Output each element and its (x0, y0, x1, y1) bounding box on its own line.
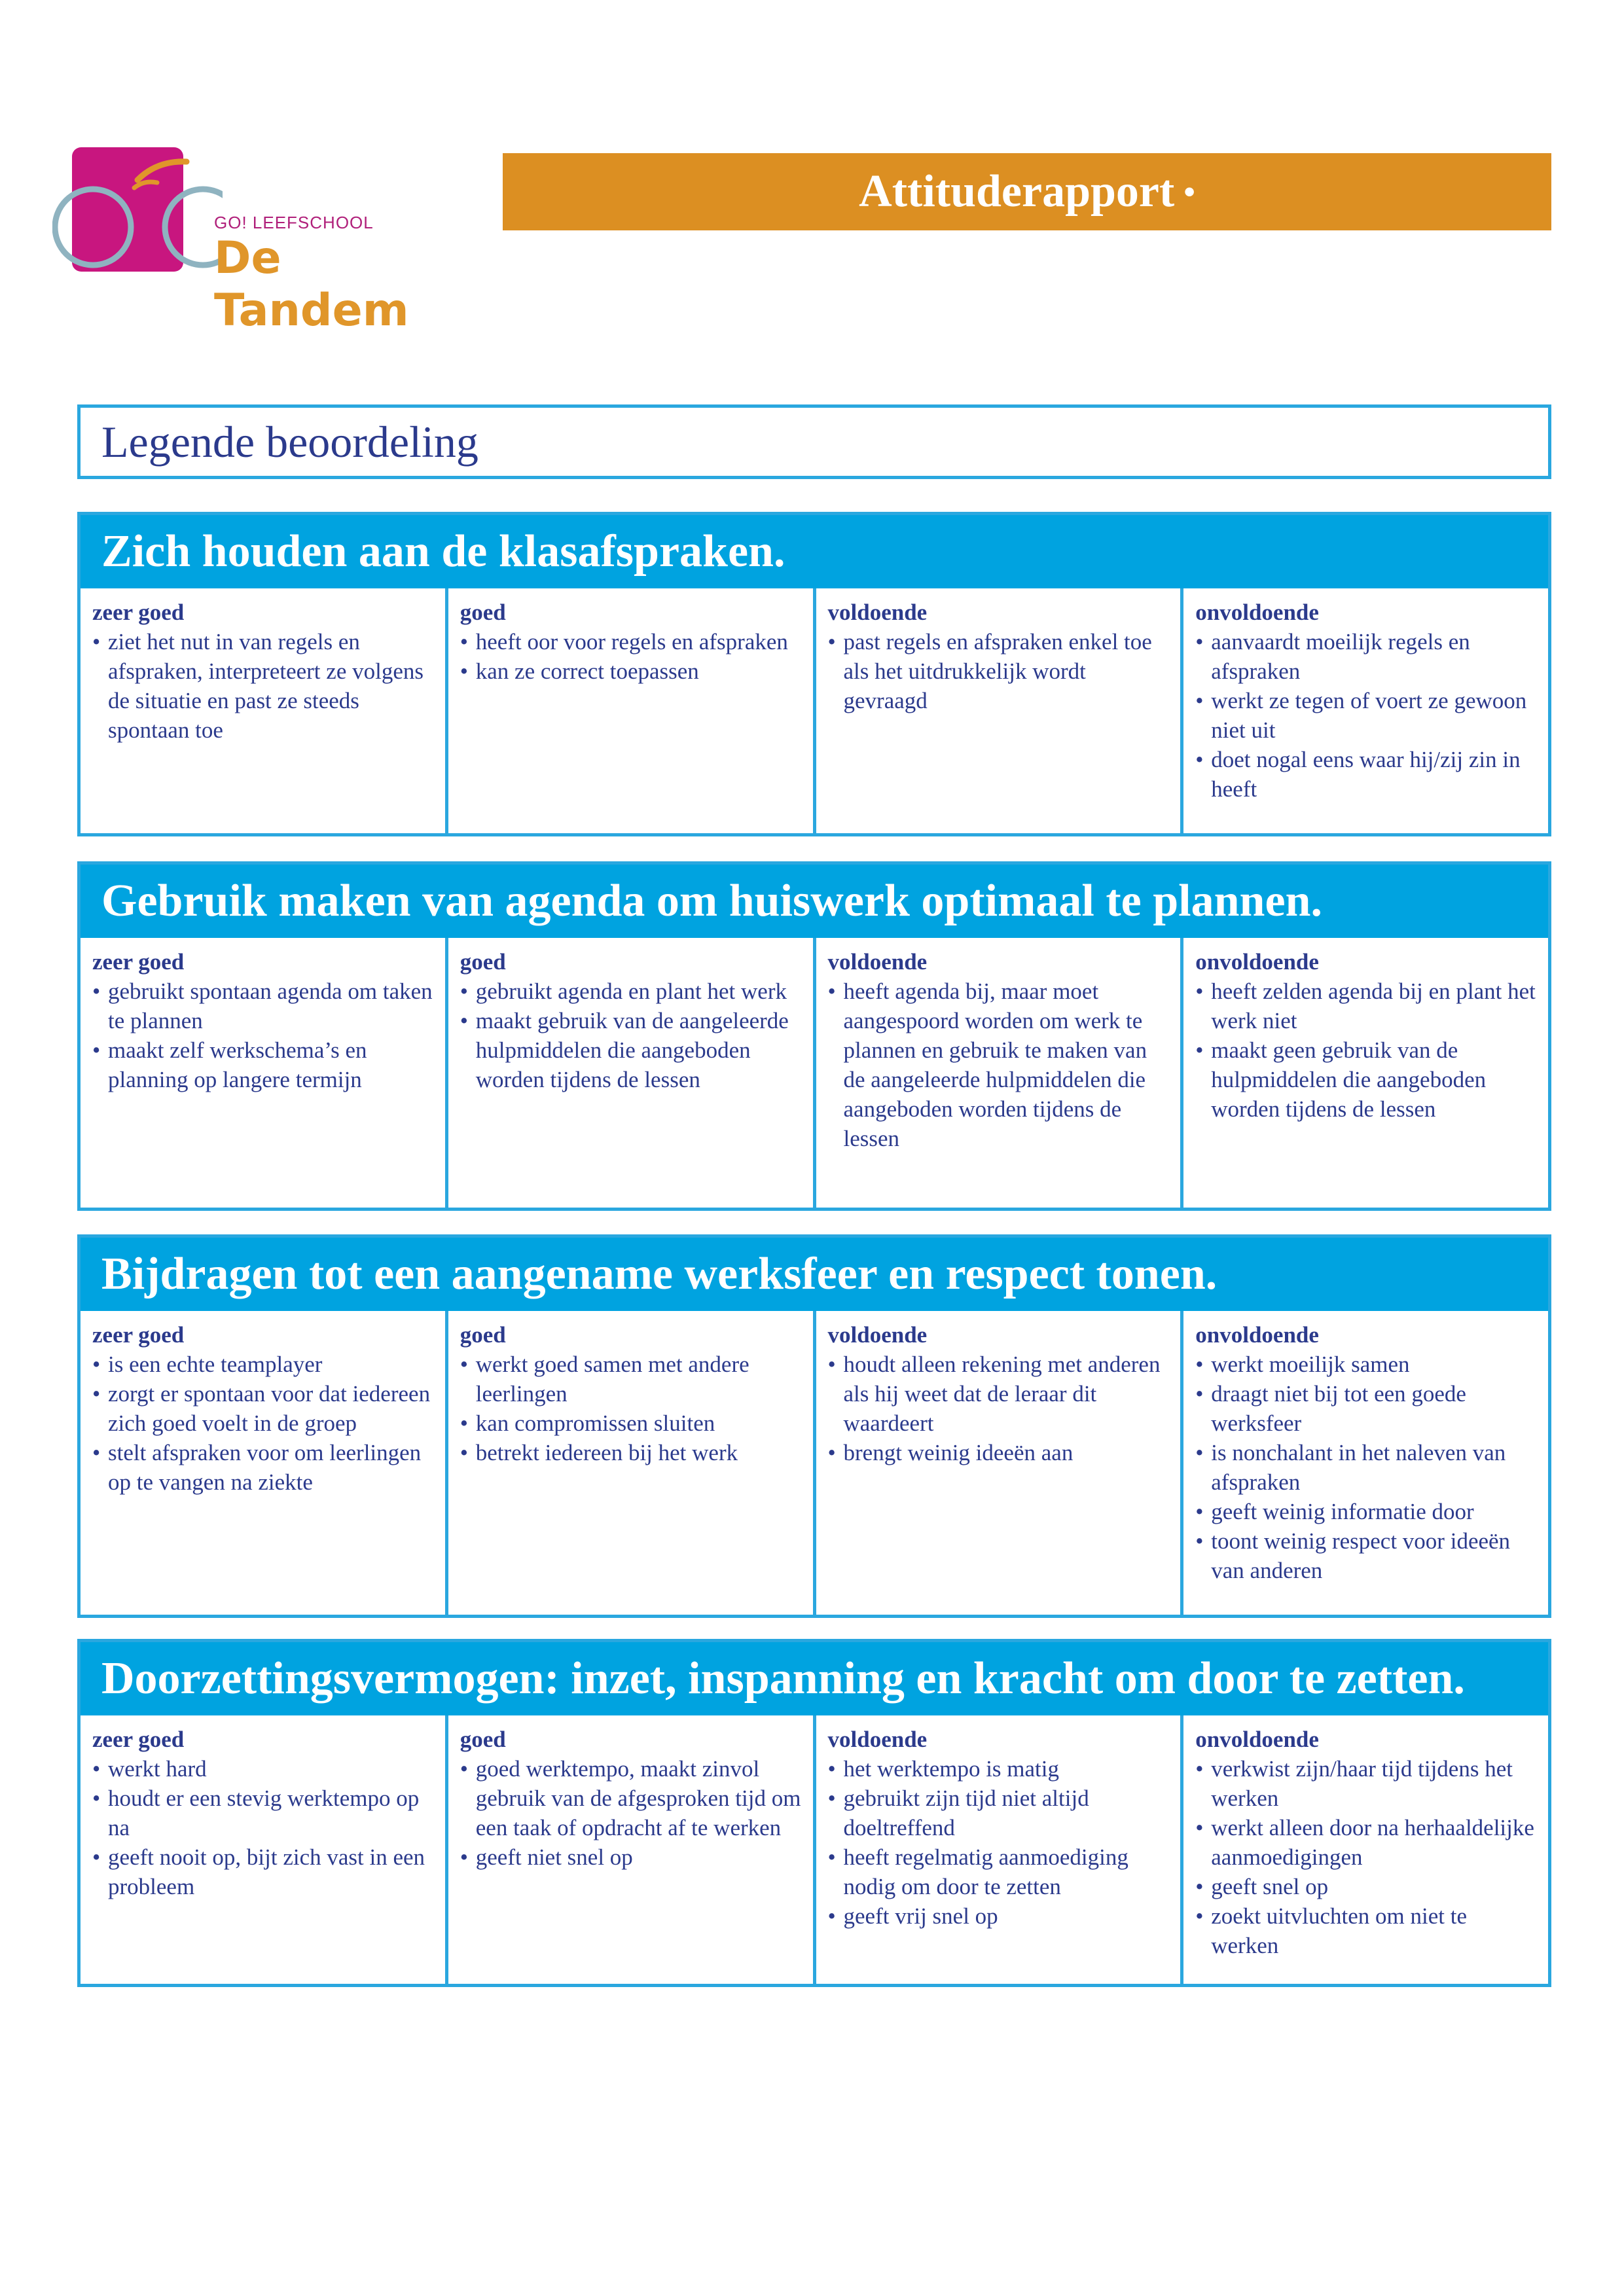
rating-heading: voldoende (827, 1727, 928, 1752)
section-agenda (77, 861, 1551, 1211)
rating-column-goed (445, 588, 813, 833)
section-doorzettingsvermogen (77, 1639, 1551, 1987)
criteria-item: • draagt niet bij tot een goede werksfeer (1195, 1379, 1539, 1438)
rating-column-zeer-goed (81, 1715, 445, 1984)
rating-heading: zeer goed (92, 600, 185, 625)
criteria-item: • toont weinig respect voor ideeën van anderen (1195, 1526, 1539, 1585)
criteria-item: • past regels en afspraken enkel toe als het uitdrukkelijk wordt gevraagd (828, 627, 1172, 715)
rating-column-zeer-goed (81, 588, 445, 833)
criteria-item: • geeft snel op (1195, 1872, 1539, 1901)
criteria-item: • betrekt iedereen bij het werk (460, 1438, 804, 1467)
criteria-item: • zoekt uitvluchten om niet te werken (1195, 1901, 1539, 1960)
criteria-list (92, 1350, 436, 1497)
criteria-list (1195, 1350, 1539, 1585)
rating-column-goed (445, 1715, 813, 1984)
criteria-item: • gebruikt agenda en plant het werk (460, 977, 804, 1006)
rating-heading: goed (460, 1727, 506, 1752)
criteria-list (1195, 1754, 1539, 1960)
rating-column-voldoende (813, 938, 1181, 1208)
criteria-item: • maakt geen gebruik van de hulpmiddelen die aangeboden worden tijdens de lessen (1195, 1035, 1539, 1124)
criteria-item: • geeft vrij snel op (828, 1901, 1172, 1931)
report-title: Attituderapport (859, 166, 1175, 217)
criteria-list (92, 977, 436, 1094)
rating-heading: zeer goed (92, 1727, 185, 1752)
criteria-item: • geeft niet snel op (460, 1842, 804, 1872)
criteria-item: • maakt gebruik van de aangeleerde hulpmiddelen die aangeboden worden tijdens de lessen (460, 1006, 804, 1094)
criteria-list (828, 1754, 1172, 1931)
rating-heading: onvoldoende (1195, 1727, 1319, 1752)
rating-heading: onvoldoende (1195, 1322, 1319, 1348)
criteria-item: • ziet het nut in van regels en afspraken, interpreteert ze volgens de situatie en past ze steeds spontaan toe (92, 627, 436, 745)
criteria-item: • maakt zelf werkschema’s en planning op langere termijn (92, 1035, 436, 1094)
rating-heading: voldoende (827, 600, 928, 625)
logo-mark-icon (52, 147, 223, 285)
rating-columns (81, 1311, 1548, 1615)
criteria-item: • aanvaardt moeilijk regels en afspraken (1195, 627, 1539, 686)
report-title-banner (503, 153, 1551, 230)
criteria-item: • stelt afspraken voor om leerlingen op te vangen na ziekte (92, 1438, 436, 1497)
rating-heading: voldoende (827, 949, 928, 975)
rating-column-zeer-goed (81, 938, 445, 1208)
rating-columns (81, 938, 1548, 1208)
criteria-list (92, 627, 436, 745)
logo-subtitle: GO! LEEFSCHOOL (214, 213, 374, 232)
rating-column-onvoldoende (1180, 1715, 1548, 1984)
criteria-item: • heeft agenda bij, maar moet aangespoord worden om werk te plannen en gebruik te maken van de aangeleerde hulpmiddelen die aangeboden worden tijdens de lessen (828, 977, 1172, 1153)
criteria-list (460, 977, 804, 1094)
criteria-item: • werkt hard (92, 1754, 436, 1784)
criteria-item: • kan ze correct toepassen (460, 656, 804, 686)
rating-heading: voldoende (827, 1322, 928, 1348)
rating-column-voldoende (813, 1715, 1181, 1984)
criteria-item: • houdt alleen rekening met anderen als hij weet dat de leraar dit waardeert (828, 1350, 1172, 1438)
rating-heading: goed (460, 1322, 506, 1348)
criteria-item: • heeft oor voor regels en afspraken (460, 627, 804, 656)
rating-column-voldoende (813, 588, 1181, 833)
criteria-item: • geeft nooit op, bijt zich vast in een probleem (92, 1842, 436, 1901)
criteria-list (92, 1754, 436, 1901)
criteria-item: • het werktempo is matig (828, 1754, 1172, 1784)
criteria-item: • goed werktempo, maakt zinvol gebruik van de afgesproken tijd om een taak of opdracht af te werken (460, 1754, 804, 1842)
rating-heading: zeer goed (92, 949, 185, 975)
rating-columns (81, 1715, 1548, 1984)
criteria-item: • heeft zelden agenda bij en plant het werk niet (1195, 977, 1539, 1035)
section-title: Bijdragen tot een aangename werksfeer en respect tonen. (81, 1238, 1548, 1311)
legend-title: Legende beoordeling (101, 416, 478, 467)
rating-column-goed (445, 938, 813, 1208)
criteria-item: • verkwist zijn/haar tijd tijdens het werken (1195, 1754, 1539, 1813)
criteria-list (460, 627, 804, 686)
rating-column-voldoende (813, 1311, 1181, 1615)
rating-column-onvoldoende (1180, 938, 1548, 1208)
criteria-list (1195, 627, 1539, 804)
criteria-item: • brengt weinig ideeën aan (828, 1438, 1172, 1467)
section-klasafspraken (77, 512, 1551, 836)
criteria-item: • kan compromissen sluiten (460, 1408, 804, 1438)
criteria-list (460, 1350, 804, 1467)
criteria-list (460, 1754, 804, 1872)
criteria-item: • werkt alleen door na herhaaldelijke aanmoedigingen (1195, 1813, 1539, 1872)
criteria-item: • doet nogal eens waar hij/zij zin in heeft (1195, 745, 1539, 804)
rating-column-goed (445, 1311, 813, 1615)
rating-heading: onvoldoende (1195, 600, 1319, 625)
criteria-item: • werkt ze tegen of voert ze gewoon niet uit (1195, 686, 1539, 745)
rating-columns (81, 588, 1548, 833)
criteria-item: • heeft regelmatig aanmoediging nodig om door te zetten (828, 1842, 1172, 1901)
criteria-item: • gebruikt spontaan agenda om taken te plannen (92, 977, 436, 1035)
section-werksfeer (77, 1234, 1551, 1618)
criteria-list (828, 1350, 1172, 1467)
section-title: Gebruik maken van agenda om huiswerk optimaal te plannen. (81, 865, 1548, 938)
criteria-item: • is een echte teamplayer (92, 1350, 436, 1379)
rating-column-zeer-goed (81, 1311, 445, 1615)
criteria-list (828, 977, 1172, 1153)
school-logo (52, 147, 484, 336)
rating-heading: goed (460, 600, 506, 625)
rating-heading: goed (460, 949, 506, 975)
criteria-item: • gebruikt zijn tijd niet altijd doeltreffend (828, 1784, 1172, 1842)
criteria-item: • werkt moeilijk samen (1195, 1350, 1539, 1379)
rating-heading: zeer goed (92, 1322, 185, 1348)
logo-school-name: De Tandem (214, 232, 409, 336)
rating-heading: onvoldoende (1195, 949, 1319, 975)
criteria-item: • werkt goed samen met andere leerlingen (460, 1350, 804, 1408)
report-title-bullet: • (1183, 173, 1195, 210)
criteria-item: • is nonchalant in het naleven van afspraken (1195, 1438, 1539, 1497)
section-title: Doorzettingsvermogen: inzet, inspanning en kracht om door te zetten. (81, 1642, 1548, 1715)
criteria-item: • geeft weinig informatie door (1195, 1497, 1539, 1526)
criteria-item: • houdt er een stevig werktempo op na (92, 1784, 436, 1842)
section-title: Zich houden aan de klasafspraken. (81, 515, 1548, 588)
criteria-list (828, 627, 1172, 715)
criteria-item: • zorgt er spontaan voor dat iedereen zich goed voelt in de groep (92, 1379, 436, 1438)
rating-column-onvoldoende (1180, 588, 1548, 833)
rating-column-onvoldoende (1180, 1311, 1548, 1615)
criteria-list (1195, 977, 1539, 1124)
legend-box (77, 404, 1551, 479)
